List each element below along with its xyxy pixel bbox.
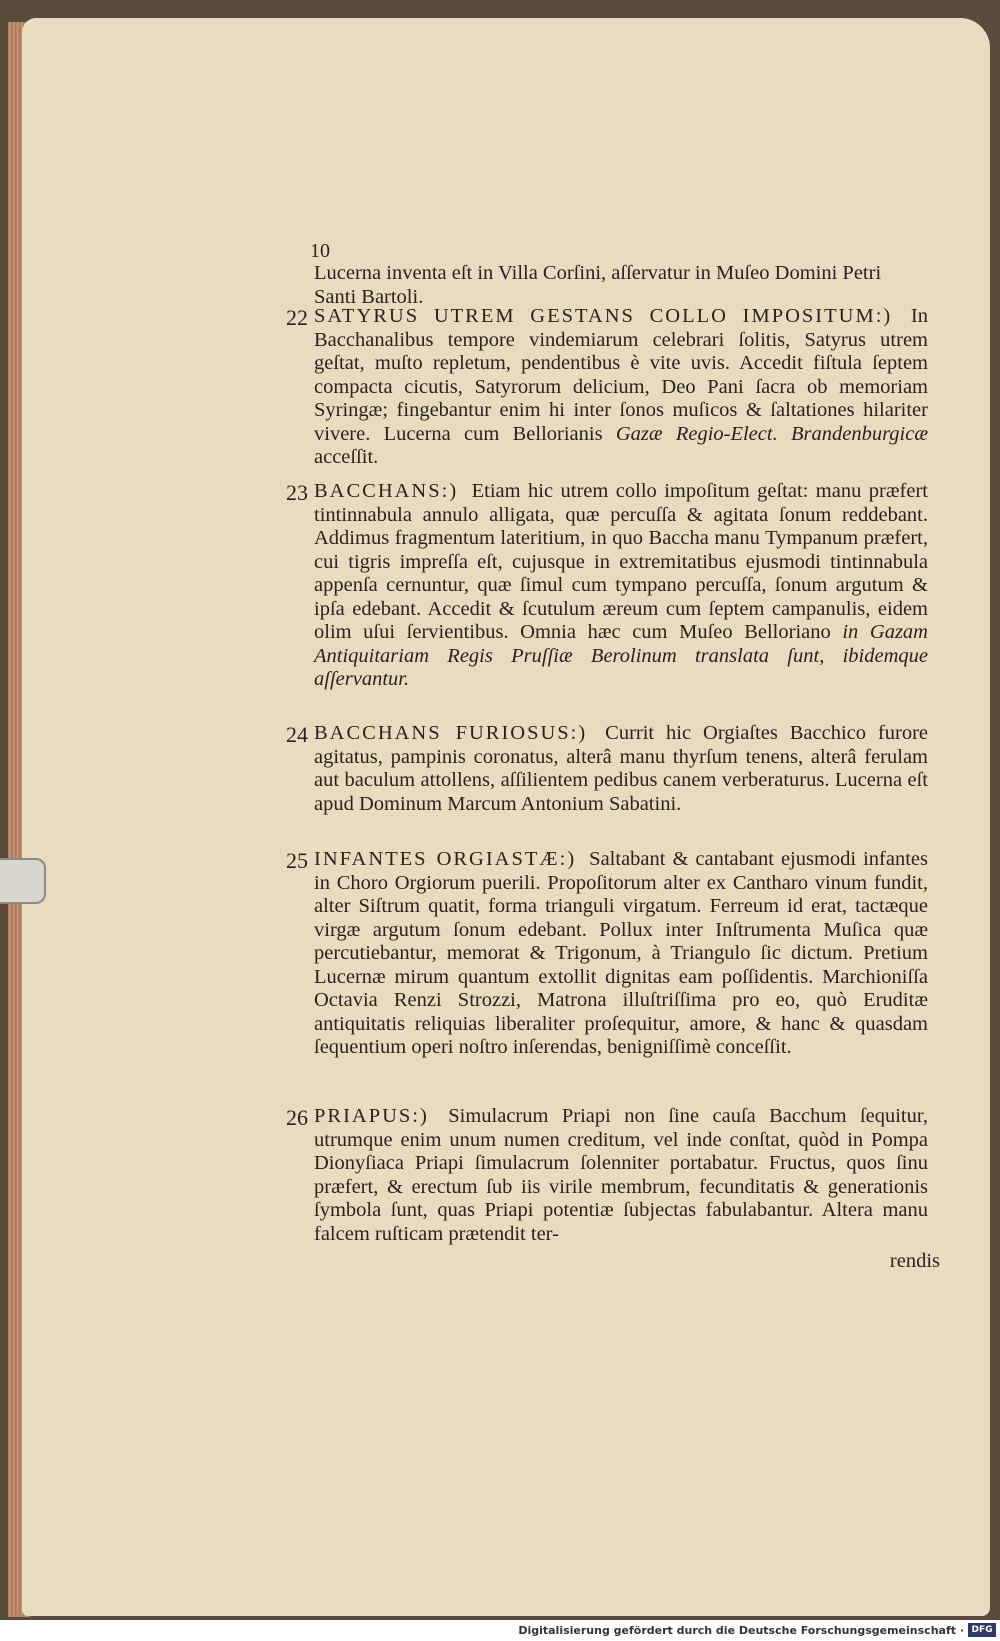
entry-italic: Gazæ Regio-Elect. Brandenburgicæ	[615, 422, 929, 445]
entry-number: 22	[286, 305, 308, 330]
entry-text: Currit hic Orgiaſtes Bacchico furore agitatus, pampinis coronatus, alterâ manu thyrſum tenens, alterâ ferulam aut baculum attollens, aſſilientem pedibus canem verberaturus. Lucerna eſt apud Dominum Marcum Antonium Sabatini.	[314, 722, 929, 815]
entry-number: 23	[286, 480, 308, 505]
entry-body	[314, 722, 928, 816]
entry-heading: INFANTES ORGIASTÆ:)	[314, 848, 577, 870]
page-clip-marker	[0, 858, 46, 904]
entry-heading: SATYRUS UTREM GESTANS COLLO IMPOSITUM:)	[314, 305, 893, 327]
entry-number: 26	[286, 1105, 308, 1130]
dfg-logo: DFG	[968, 1623, 996, 1637]
entry-text: Etiam hic utrem collo impoſitum geſtat: manu præfert tintinnabula annulo alligata, quæ percuſſa & agitata ſonum reddebant. Addimus fragmentum lateritium, in quo Baccha manu Tympanum præfert, cui tigris impreſſa eſt, cujusque in extremitatibus ejusmodi tintinnabula appenſa cernuntur, quæ ſimul cum tympano percuſſa, ſonum argutum & ipſa edebant. Accedit & ſcutulum æreum cum ſeptem campanulis, eidem olim uſui ſervientibus. Omnia hæc cum Muſeo Belloriano	[314, 480, 928, 643]
entry-italic: in Gazam Antiquitariam Regis Pruſſiæ Berolinum translata ſunt, ibidemque aſſervantur.	[314, 621, 928, 690]
page-number: 10	[310, 240, 330, 262]
entry-heading: BACCHANS:)	[314, 480, 459, 502]
book-page	[22, 18, 990, 1616]
entry-text: In Bacchanalibus tempore vindemiarum celebrari ſolitis, Satyrus utrem geſtat, muſto repletum, pendentibus è vite uvis. Accedit fiſtula ſeptem compacta cicutis, Satyrorum delicium, Deo Pani ſacra ob memoriam Syringæ; fingebantur enim hi inter ſonos muſicos & ſaltationes hilariter vivere. Lucerna cum Bellorianis	[314, 305, 928, 445]
entry-body	[314, 480, 928, 692]
entry-body	[314, 305, 928, 470]
entry-body	[314, 848, 928, 1060]
entry-heading: BACCHANS FURIOSUS:)	[314, 722, 588, 744]
entry-number: 25	[286, 848, 308, 873]
intro-paragraph: Lucerna inventa eſt in Villa Corſini, aſſervatur in Muſeo Domini Petri Santi Bartoli.	[314, 262, 882, 308]
entry-text: Simulacrum Priapi non ſine cauſa Bacchum ſequitur, utrumque enim unum numen creditum, vel inde conſtat, quòd in Pompa Dionyſiaca Priapi ſimulacrum ſolenniter portabatur. Fructus, quos ſinu præfert, & erectum ſub iis virile membrum, fecunditatis & generationis ſymbola ſunt, quas Priapi potentiæ ſubjectas fabulabantur. Altera manu falcem ruſticam prætendit ter-	[314, 1105, 929, 1245]
entry-body	[314, 1105, 928, 1246]
entry-number: 24	[286, 722, 308, 747]
entry-tail: acceſſit.	[314, 446, 379, 468]
footer-bar	[0, 1620, 1000, 1641]
entry-text: Saltabant & cantabant ejusmodi infantes in Choro Orgiorum puerili. Propoſitorum alter ex Cantharo vinum fundit, alter Siſtrum quatit, forma trianguli virgatum. Ferreum id erat, tactæque virgæ argutum ſonum edebant. Pollux inter Inſtrumenta Muſica quæ percutiebantur, memorat & Trigonum, à Triangulo ſic dictum. Pretium Lucernæ mirum quantum extollit dignitas eam poſſidentis. Marchioniſſa Octavia Renzi Strozzi, Matrona illuſtriſſima pro eo, quò Eruditæ antiquitatis reliquias liberaliter proſequitur, amore, & hanc & quasdam ſequentium operi noſtro inſerendas, benigniſſimè conceſſit.	[314, 848, 929, 1058]
catchword: rendis	[889, 1250, 940, 1272]
footer-credit: Digitalisierung gefördert durch die Deutsche Forschungsgemeinschaft ·	[518, 1624, 964, 1637]
entry-heading: PRIAPUS:)	[314, 1105, 429, 1127]
